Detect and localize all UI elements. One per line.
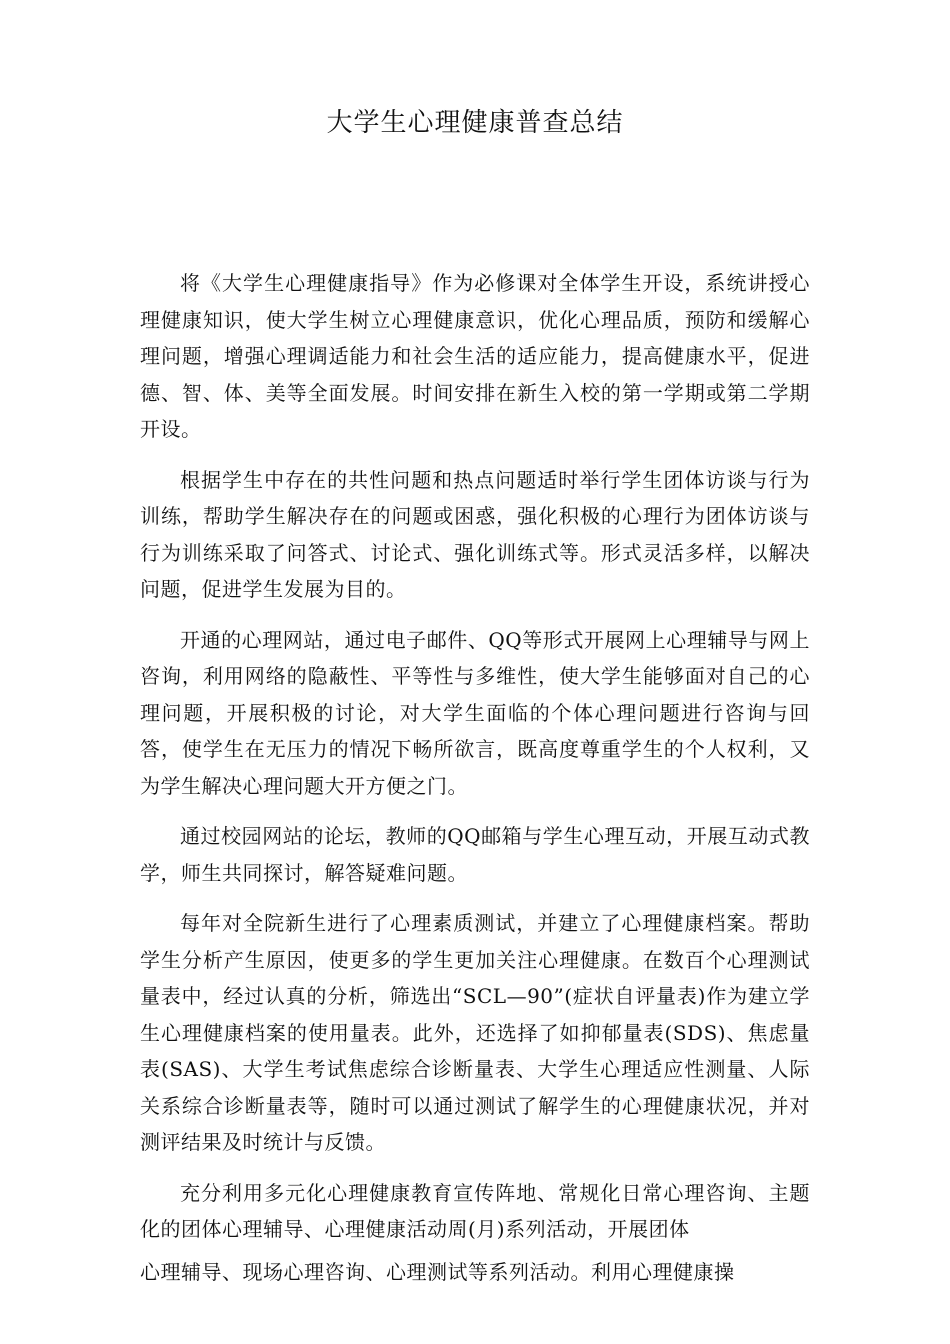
document-body xyxy=(140,265,810,1304)
paragraph-psych-testing: 每年对全院新生进行了心理素质测试，并建立了心理健康档案。帮助学生分析产生原因，使更多的学生更加关注心理健康。在数百个心理测试量表中，经过认真的分析，筛选出“SCL—90”(症状自评量表)作为建立学生心理健康档案的使用量表。此外，还选择了如抑郁量表(SDS)、焦虑量表(SAS)、大学生考试焦虑综合诊断量表、大学生心理适应性测量、人际关系综合诊断量表等，随时可以通过测试了解学生的心理健康状况，并对测评结果及时统计与反馈。 xyxy=(140,911,810,1154)
paragraph-activities: 充分利用多元化心理健康教育宣传阵地、常规化日常心理咨询、主题化的团体心理辅导、心理健康活动周(月)系列活动，开展团体 xyxy=(140,1180,810,1241)
paragraph-activities-continued: 心理辅导、现场心理咨询、心理测试等系列活动。利用心理健康操 xyxy=(140,1259,735,1284)
paragraph-group-training: 根据学生中存在的共性问题和热点问题适时举行学生团体访谈与行为训练，帮助学生解决存在的问题或困惑，强化积极的心理行为团体访谈与行为训练采取了问答式、讨论式、强化训练式等。形式灵活多样，以解决问题，促进学生发展为目的。 xyxy=(140,467,810,601)
document-title: 大学生心理健康普查总结 xyxy=(326,108,624,138)
paragraph-forum-interaction: 通过校园网站的论坛，教师的QQ邮箱与学生心理互动，开展互动式教学，师生共同探讨，解答疑难问题。 xyxy=(140,824,810,885)
paragraph-online-counseling: 开通的心理网站，通过电子邮件、QQ等形式开展网上心理辅导与网上咨询，利用网络的隐蔽性、平等性与多维性，使大学生能够面对自己的心理问题，开展积极的讨论，对大学生面临的个体心理问题进行咨询与回答，使学生在无压力的情况下畅所欲言，既高度尊重学生的个人权利，又为学生解决心理问题大开方便之门。 xyxy=(140,627,810,798)
paragraph-course: 将《大学生心理健康指导》作为必修课对全体学生开设，系统讲授心理健康知识，使大学生树立心理健康意识，优化心理品质，预防和缓解心理问题，增强心理调适能力和社会生活的适应能力，提高健康水平，促进德、智、体、美等全面发展。时间安排在新生入校的第一学期或第二学期开设。 xyxy=(140,271,810,441)
